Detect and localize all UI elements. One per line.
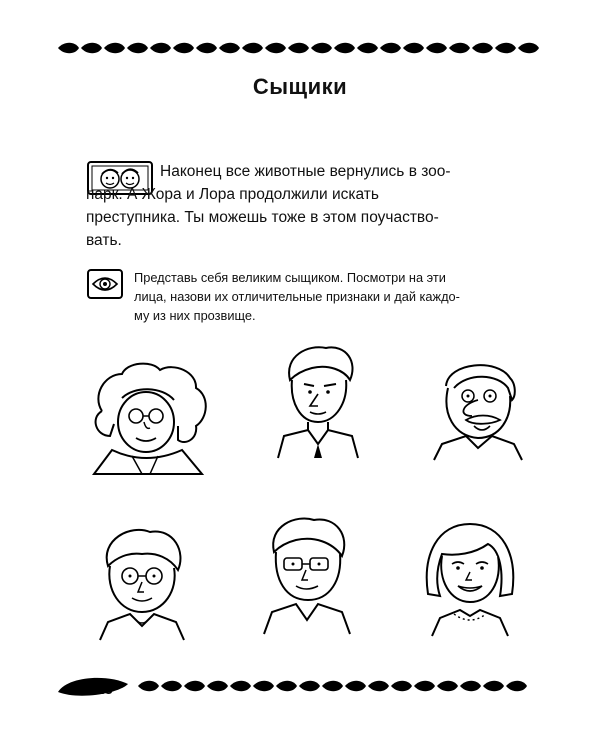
face-man-glasses — [252, 512, 362, 637]
intro-line: парк. А Жора и Лора продолжили искать — [86, 186, 379, 203]
border-leaf — [334, 43, 355, 54]
border-leaf — [184, 681, 205, 692]
border-leaf — [391, 681, 412, 692]
intro-paragraph — [86, 160, 532, 252]
border-leaf — [150, 43, 171, 54]
intro-line: вать. — [86, 232, 122, 249]
border-leaf — [506, 681, 527, 692]
intro-line: Наконец все животные вернулись в зоо- — [160, 163, 451, 180]
border-leaf — [58, 43, 79, 54]
border-leaf — [414, 681, 435, 692]
border-leaf — [173, 43, 194, 54]
bottom-decorative-border — [58, 672, 542, 700]
border-leaf — [472, 43, 493, 54]
border-leaf — [276, 681, 297, 692]
border-leaf — [161, 681, 182, 692]
border-leaf — [345, 681, 366, 692]
page-number: 28 — [96, 681, 113, 698]
border-leaf — [253, 681, 274, 692]
border-leaf — [357, 43, 378, 54]
border-leaf — [449, 43, 470, 54]
task-line: лица, назови их отличительные признаки и дай каждо- — [134, 289, 460, 304]
border-leaf — [426, 43, 447, 54]
border-leaf — [460, 681, 481, 692]
border-leaf — [495, 43, 516, 54]
border-leaf — [368, 681, 389, 692]
border-leaf — [207, 681, 228, 692]
border-leaf — [299, 681, 320, 692]
task-line: Представь себя великим сыщиком. Посмотри на эти — [134, 270, 446, 285]
border-leaf — [265, 43, 286, 54]
task-line: му из них прозвище. — [134, 308, 256, 323]
border-leaf — [242, 43, 263, 54]
page-title: Сыщики — [252, 74, 348, 99]
face-young-man-tie — [268, 340, 368, 460]
task-paragraph — [86, 268, 532, 325]
border-leaf — [288, 43, 309, 54]
border-leaf — [219, 43, 240, 54]
border-leaf — [518, 43, 539, 54]
border-leaf — [127, 43, 148, 54]
border-leaf — [104, 43, 125, 54]
border-leaf — [322, 681, 343, 692]
face-woman-bob — [414, 514, 524, 639]
face-old-man-mustache — [418, 348, 528, 463]
intro-line: преступника. Ты можешь тоже в этом поучаство- — [86, 209, 439, 226]
border-leaf — [437, 681, 458, 692]
border-leaf — [196, 43, 217, 54]
face-old-lady-glasses — [86, 522, 196, 642]
border-leaf — [81, 43, 102, 54]
top-decorative-border — [58, 40, 542, 56]
border-leaf — [230, 681, 251, 692]
border-leaf — [311, 43, 332, 54]
border-leaf — [483, 681, 504, 692]
face-grandma-curly — [82, 356, 222, 476]
border-leaf — [403, 43, 424, 54]
border-leaf — [138, 681, 159, 692]
border-leaf — [380, 43, 401, 54]
